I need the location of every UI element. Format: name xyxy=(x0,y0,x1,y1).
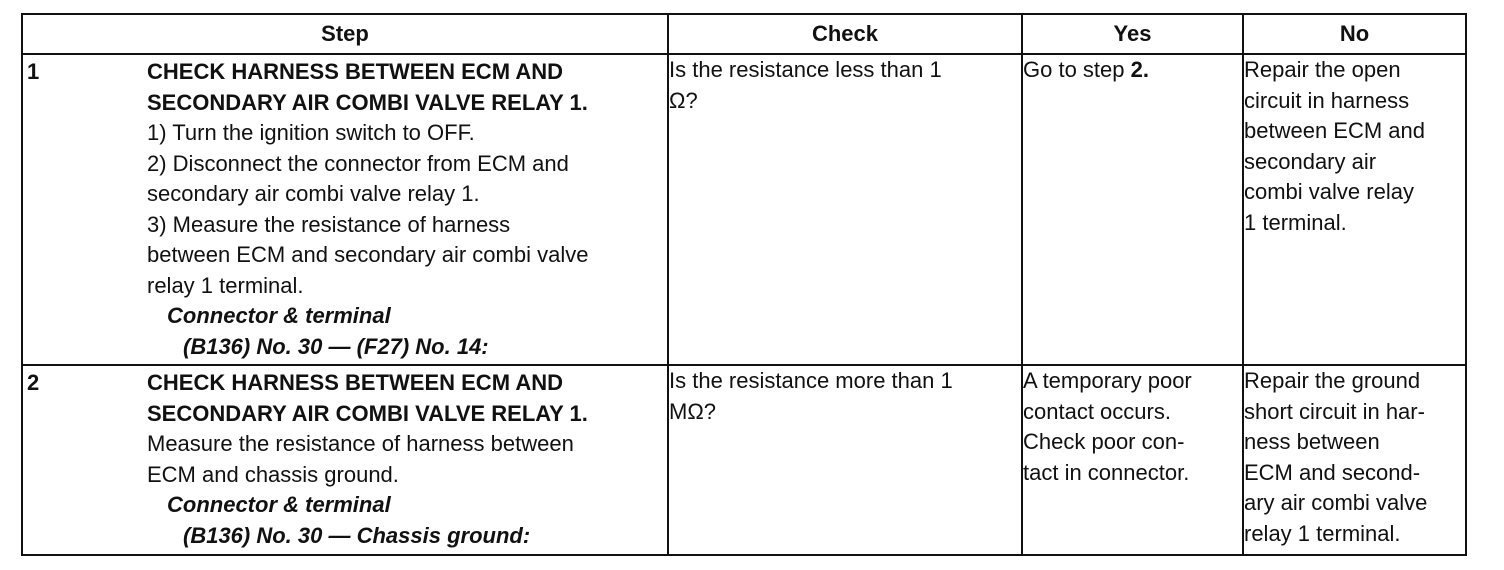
no-text: ness between xyxy=(1244,429,1380,454)
yes-text: Check poor con- xyxy=(1023,429,1185,454)
step-instruction: relay 1 terminal. xyxy=(147,272,304,298)
no-cell xyxy=(1243,365,1466,555)
step-cell xyxy=(22,365,668,555)
check-cell xyxy=(668,365,1022,555)
header-no: No xyxy=(1243,14,1466,54)
step-instruction: 2) Disconnect the connector from ECM and xyxy=(147,150,569,176)
no-text: Repair the ground xyxy=(1244,368,1421,393)
step-body xyxy=(141,366,667,553)
step-title: CHECK HARNESS BETWEEN ECM AND xyxy=(147,370,563,395)
yes-step-link: 2. xyxy=(1130,57,1149,82)
yes-cell xyxy=(1022,54,1243,365)
connector-label: Connector & terminal xyxy=(167,492,391,517)
step-number: 1 xyxy=(27,59,40,84)
no-cell xyxy=(1243,54,1466,365)
header-yes: Yes xyxy=(1022,14,1243,54)
step-number: 2 xyxy=(27,370,40,395)
connector-label: Connector & terminal xyxy=(167,303,391,328)
check-question: Is the resistance more than 1 xyxy=(669,368,953,393)
no-text: combi valve relay xyxy=(1244,179,1414,204)
no-text: Repair the open xyxy=(1244,57,1401,82)
step-instruction: Measure the resistance of harness between xyxy=(147,431,574,456)
header-step: Step xyxy=(22,14,668,54)
step-title: CHECK HARNESS BETWEEN ECM AND xyxy=(147,59,563,84)
no-text: relay 1 terminal. xyxy=(1244,520,1401,546)
check-cell xyxy=(668,54,1022,365)
step-cell xyxy=(22,54,668,365)
yes-cell xyxy=(1022,365,1243,555)
no-text: circuit in harness xyxy=(1244,87,1410,113)
step-instruction: ECM and chassis ground. xyxy=(147,461,399,487)
connector-value: (B136) No. 30 — Chassis ground: xyxy=(183,522,531,548)
troubleshooting-table xyxy=(21,13,1467,556)
table-row xyxy=(22,365,1466,555)
step-instruction: between ECM and secondary air combi valve xyxy=(147,242,589,267)
no-text: 1 terminal. xyxy=(1244,209,1347,235)
no-text: secondary air xyxy=(1244,148,1377,174)
yes-text: A temporary poor xyxy=(1023,368,1192,393)
step-title: SECONDARY AIR COMBI VALVE RELAY 1. xyxy=(147,400,588,426)
header-check: Check xyxy=(668,14,1022,54)
no-text: ECM and second- xyxy=(1244,459,1421,485)
step-title: SECONDARY AIR COMBI VALVE RELAY 1. xyxy=(147,89,588,115)
no-text: ary air combi valve xyxy=(1244,490,1428,515)
connector-value: (B136) No. 30 — (F27) No. 14: xyxy=(183,333,489,359)
table-row xyxy=(22,54,1466,365)
check-question: MΩ? xyxy=(669,398,717,424)
yes-text: tact in connector. xyxy=(1023,459,1190,485)
no-text: between ECM and xyxy=(1244,118,1425,143)
no-text: short circuit in har- xyxy=(1244,398,1425,424)
step-instruction: 3) Measure the resistance of harness xyxy=(147,211,511,237)
step-instruction: 1) Turn the ignition switch to OFF. xyxy=(147,120,475,145)
check-question: Ω? xyxy=(669,87,698,113)
step-instruction: secondary air combi valve relay 1. xyxy=(147,181,480,206)
step-body xyxy=(141,55,667,364)
yes-text: contact occurs. xyxy=(1023,398,1171,424)
check-question: Is the resistance less than 1 xyxy=(669,57,942,82)
header-row xyxy=(22,14,1466,54)
yes-text: Go to step xyxy=(1023,57,1131,82)
